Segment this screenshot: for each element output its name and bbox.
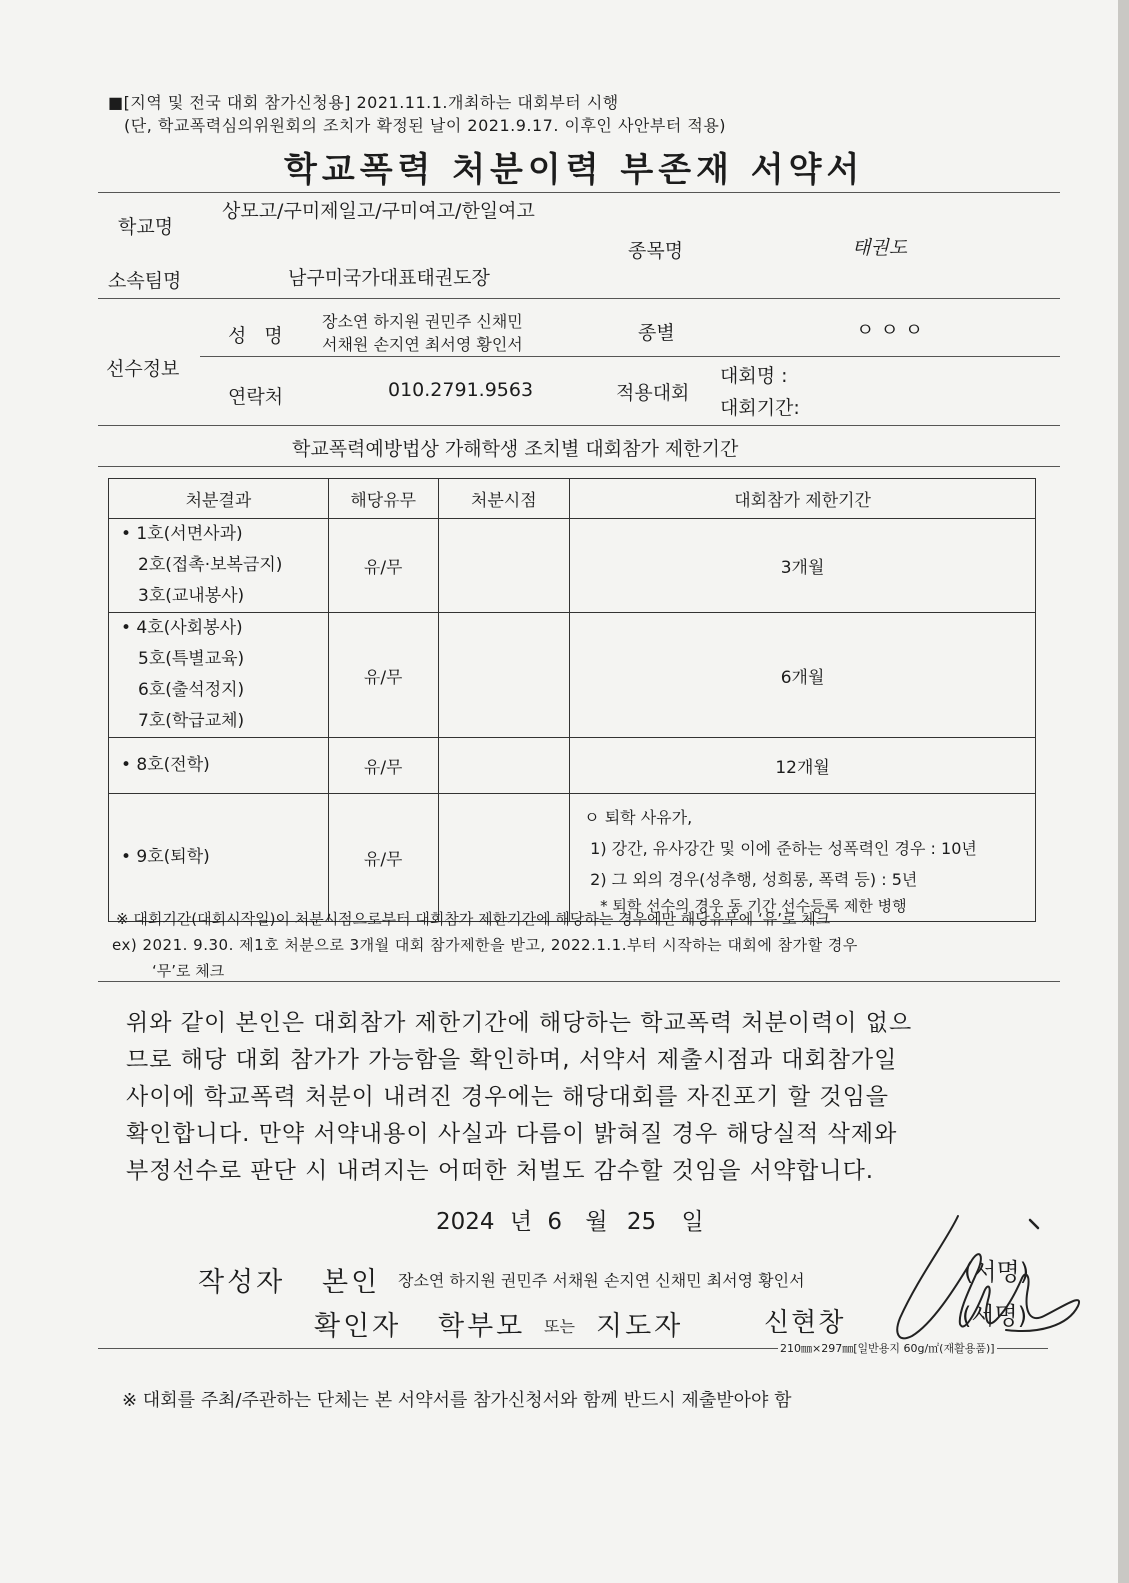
restriction-period-cell: 12개월 [570,738,1036,794]
team-value: 남구미국가대표태권도장 [288,267,490,289]
header-restriction-period: 대회참가 제한기간 [570,479,1036,519]
disposition-date-cell [438,519,570,613]
pledge-line: 사이에 학교폭력 처분이 내려진 경우에는 해당대회를 자진포기 할 것임을 [126,1084,890,1110]
table-row [109,519,1036,613]
disposition-item: 5호(특별교육) [138,649,245,669]
coach-label: 지도자 [596,1311,684,1342]
confirmer-label: 확인자 [314,1311,402,1342]
divider [98,425,1060,426]
parent-label: 학부모 [438,1311,526,1342]
note-2: ex) 2021. 9.30. 제1호 처분으로 3개월 대회 참가제한을 받고, 2022.1.1.부터 시작하는 대회에 참가할 경우 [112,936,858,954]
header-line-1: ■[지역 및 전국 대회 참가신청용] 2021.11.1.개최하는 대회부터 시행 [108,93,619,112]
team-label: 소속팀명 [108,270,182,292]
disposition-cell [109,738,329,794]
disposition-item: 3호(교내봉사) [138,586,245,606]
divider [98,298,1060,299]
paper-spec: 210㎜×297㎜[일반용지 60g/㎡(재활용품)] [780,1342,995,1355]
competition-period-label: 대회기간: [720,397,800,419]
athlete-info-label: 선수정보 [106,358,180,380]
disposition-item: 6호(출석정지) [138,680,245,700]
table-row [109,613,1036,738]
divider [200,356,1060,357]
event-value: 태권도 [852,237,908,259]
divider [98,981,1060,982]
note-1: ※ 대회기간(대회시작일)이 처분시점으로부터 대회참가 제한기간에 해당하는 경우에만 해당유무에 ‘유’로 체크 [116,910,831,928]
pledge-line: 므로 해당 대회 참가가 가능함을 확인하며, 서약서 제출시점과 대회참가일 [126,1047,898,1073]
school-label: 학교명 [118,216,174,238]
table-row [109,794,1036,922]
header-disposition: 처분결과 [109,479,329,519]
school-value: 상모고/구미제일고/구미여고/한일여고 [222,200,535,222]
contact-label: 연락처 [228,386,284,408]
writer-label: 작성자 [198,1267,286,1298]
divider [98,192,1060,193]
table-header-row [109,479,1036,519]
sign-mark-2: (서명) [962,1302,1028,1330]
disposition-item: 2호(접촉·보복금지) [138,555,283,575]
disposition-cell [109,519,329,613]
competition-name-label: 대회명 : [720,365,788,387]
header-line-2: (단, 학교폭력심의위원회의 조치가 확정된 날이 2021.9.17. 이후인 사안부터 적용) [124,116,727,135]
divider [98,466,1060,467]
disposition-item: 7호(학급교체) [138,711,245,731]
disposition-item: • 4호(사회봉사) [121,618,243,638]
date-day: 25 [626,1209,657,1235]
self-label: 본인 [322,1267,381,1298]
date-day-unit: 일 [681,1209,704,1235]
pledge-line: 위와 같이 본인은 대회참가 제한기간에 해당하는 학교폭력 처분이력이 없으 [126,1010,913,1036]
header-applicable: 해당유무 [328,479,438,519]
disposition-item: • 9호(퇴학) [121,847,210,867]
restriction-table [108,478,1036,922]
handwritten-signature [888,1208,1098,1358]
date-month-unit: 월 [585,1209,608,1235]
date-line [436,1203,704,1236]
reason-line: ㅇ 퇴학 사유가, [584,808,693,827]
athlete-names-line-1: 장소연 하지원 권민주 신채민 [322,312,523,331]
date-month: 6 [547,1209,563,1235]
disposition-item: • 8호(전학) [121,755,210,775]
disposition-date-cell [438,613,570,738]
reason-line: 1) 강간, 유사강간 및 이에 준하는 성폭력인 경우 : 10년 [590,839,977,858]
section-title: 학교폭력예방법상 가해학생 조치별 대회참가 제한기간 [292,438,739,460]
applied-competition-label: 적용대회 [616,382,690,404]
disposition-item: • 1호(서면사과) [121,524,243,544]
disposition-cell [109,613,329,738]
note-3: ‘무’로 체크 [152,962,225,980]
athlete-names-line-2: 서채원 손지연 최서영 황인서 [322,335,523,354]
date-year-unit: 년 [509,1209,533,1235]
category-value: ㅇㅇㅇ [856,319,930,341]
header-disposition-date: 처분시점 [438,479,570,519]
sign-mark-1: (서명) [964,1258,1030,1286]
reason-line: * 퇴학 선수의 경우 동 기간 선수등록 제한 병행 [600,897,907,915]
disposition-cell [109,794,329,922]
document-title: 학교폭력 처분이력 부존재 서약서 [284,150,865,190]
applicable-cell: 유/무 [328,794,438,922]
pledge-line: 확인합니다. 만약 서약내용이 사실과 다름이 밝혀질 경우 해당실적 삭제와 [126,1121,898,1147]
disposition-date-cell [438,794,570,922]
event-label: 종목명 [628,240,684,262]
writer-names: 장소연 하지원 권민주 서채원 손지연 신채민 최서영 황인서 [398,1271,805,1290]
disposition-date-cell [438,738,570,794]
applicable-cell: 유/무 [328,613,438,738]
contact-value: 010.2791.9563 [388,379,534,401]
category-label: 종별 [638,322,675,344]
or-label: 또는 [544,1317,575,1336]
footer-note: ※ 대회를 주최/주관하는 단체는 본 서약서를 참가신청서와 함께 반드시 제출받아야 함 [122,1390,792,1411]
restriction-period-cell: 3개월 [570,519,1036,613]
reason-line: 2) 그 외의 경우(성추행, 성희롱, 폭력 등) : 5년 [590,870,918,889]
date-year: 2024 [436,1209,495,1235]
coach-name: 신현창 [764,1308,846,1338]
name-label: 성 명 [228,325,285,347]
applicable-cell: 유/무 [328,519,438,613]
table-row [109,738,1036,794]
expulsion-reason-cell [570,794,1036,922]
restriction-period-cell: 6개월 [570,613,1036,738]
applicable-cell: 유/무 [328,738,438,794]
pledge-line: 부정선수로 판단 시 내려지는 어떠한 처벌도 감수할 것임을 서약합니다. [126,1158,875,1184]
